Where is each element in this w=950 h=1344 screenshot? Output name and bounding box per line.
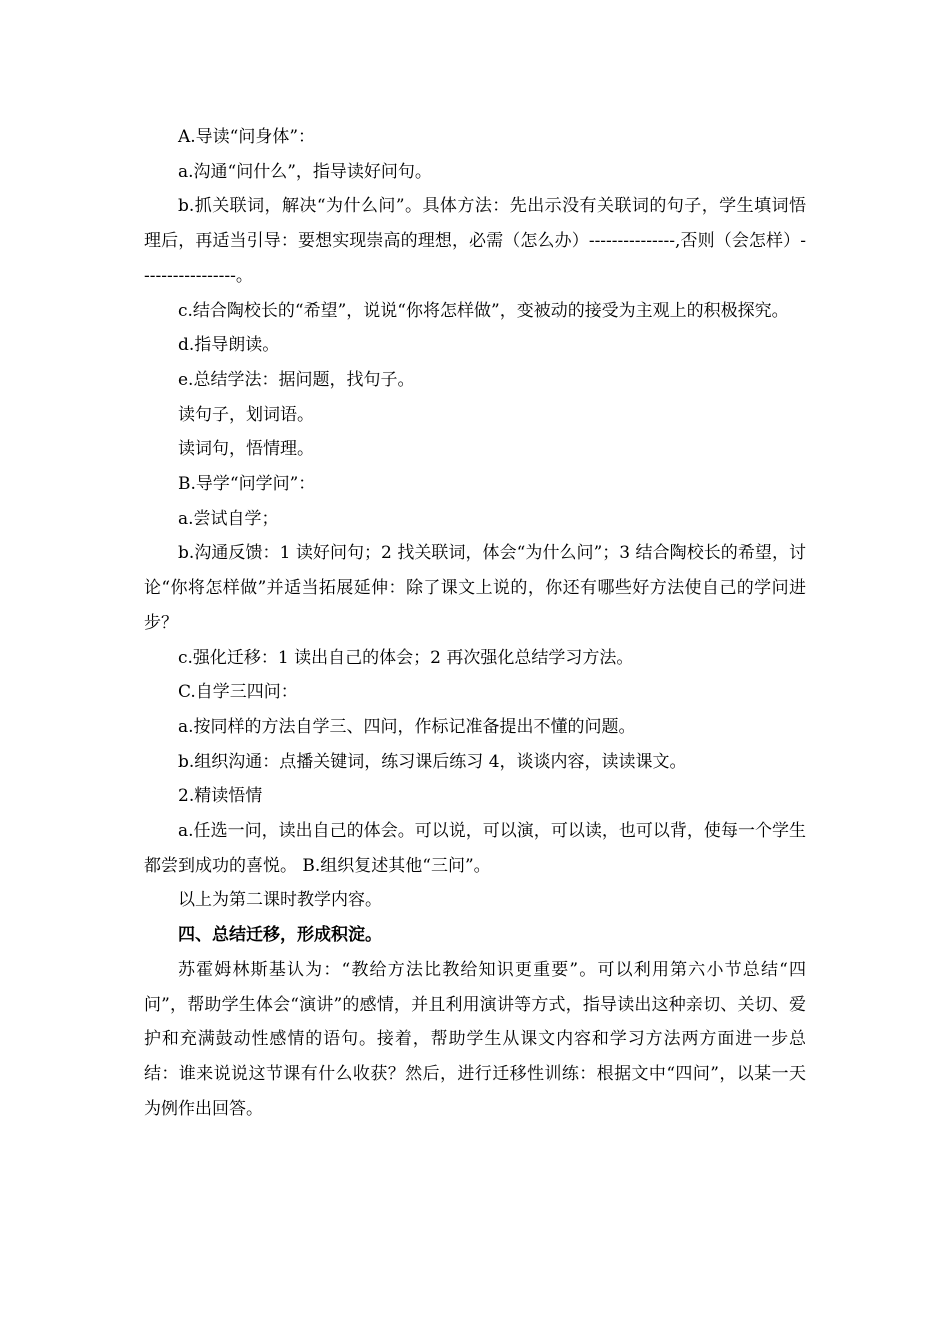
paragraph-c-principal-hope: c.结合陶校长的“希望”，说说“你将怎样做”，变被动的接受为主观上的积极探究。: [178, 300, 789, 321]
paragraph-read-words: 读词句，悟情理。: [178, 439, 314, 460]
paragraph-b-guide-learning: B.导学“问学问”：: [178, 474, 316, 495]
paragraph-b-conjunctions: b.抓关联词，解决“为什么问”。具体方法：先出示没有关联词的句子，学生填词悟理后，再适当引导：要想实现崇高的理想，必需（怎么办）---------------,否则（会怎样）-----------------。: [144, 196, 806, 286]
paragraph-read-sentences: 读句子，划词语。: [178, 404, 314, 425]
paragraph-sukhomlinsky: 苏霍姆林斯基认为：“教给方法比教给知识更重要”。可以利用第六小节总结“四问”，帮助学生体会“演讲”的感情，并且利用演讲等方式，指导读出这种亲切、关切、爱护和充满鼓动性感情的语句。接着，帮助学生从课文内容和学习方法两方面进一步总结：谁来说说这节课有什么收获？然后，进行迁移性训练：根据文中“四问”，以某一天为例作出回答。: [144, 959, 806, 1119]
paragraph-c-self-study-three-four: C.自学三四问：: [178, 682, 298, 703]
section-heading-four: 四、总结迁移，形成积淀。: [178, 925, 382, 946]
document-body: [144, 120, 806, 1126]
paragraph-a-self-study: a.尝试自学；: [178, 508, 279, 529]
paragraph-b-feedback: b.沟通反馈：1 读好问句；2 找关联词，体会“为什么问”；3 结合陶校长的希望，讨论“你将怎样做”并适当拓展延伸：除了课文上说的，你还有哪些好方法使自己的学问进步？: [144, 543, 806, 633]
paragraph-d-reading: d.指导朗读。: [178, 335, 280, 356]
paragraph-e-summary: e.总结学法：据问题，找句子。: [178, 369, 415, 390]
paragraph-c-reinforce: c.强化迁移：1 读出自己的体会；2 再次强化总结学习方法。: [178, 647, 634, 668]
paragraph-intensive-reading: 2.精读悟情: [178, 786, 263, 807]
paragraph-b-organize: b.组织沟通：点播关键词，练习课后练习 4，谈谈内容，读读课文。: [178, 751, 687, 772]
paragraph-second-lesson: 以上为第二课时教学内容。: [178, 890, 382, 911]
paragraph-a-communicate: a.沟通“问什么”，指导读好问句。: [178, 161, 432, 182]
paragraph-a-guide-body: A.导读“问身体”：: [178, 127, 316, 147]
paragraph-a-same-method: a.按同样的方法自学三、四问，作标记准备提出不懂的问题。: [178, 716, 636, 737]
paragraph-a-choose-one: a.任选一问，读出自己的体会。可以说，可以演，可以读，也可以背，使每一个学生都尝到成功的喜悦。 B.组织复述其他“三问”。: [144, 821, 806, 876]
